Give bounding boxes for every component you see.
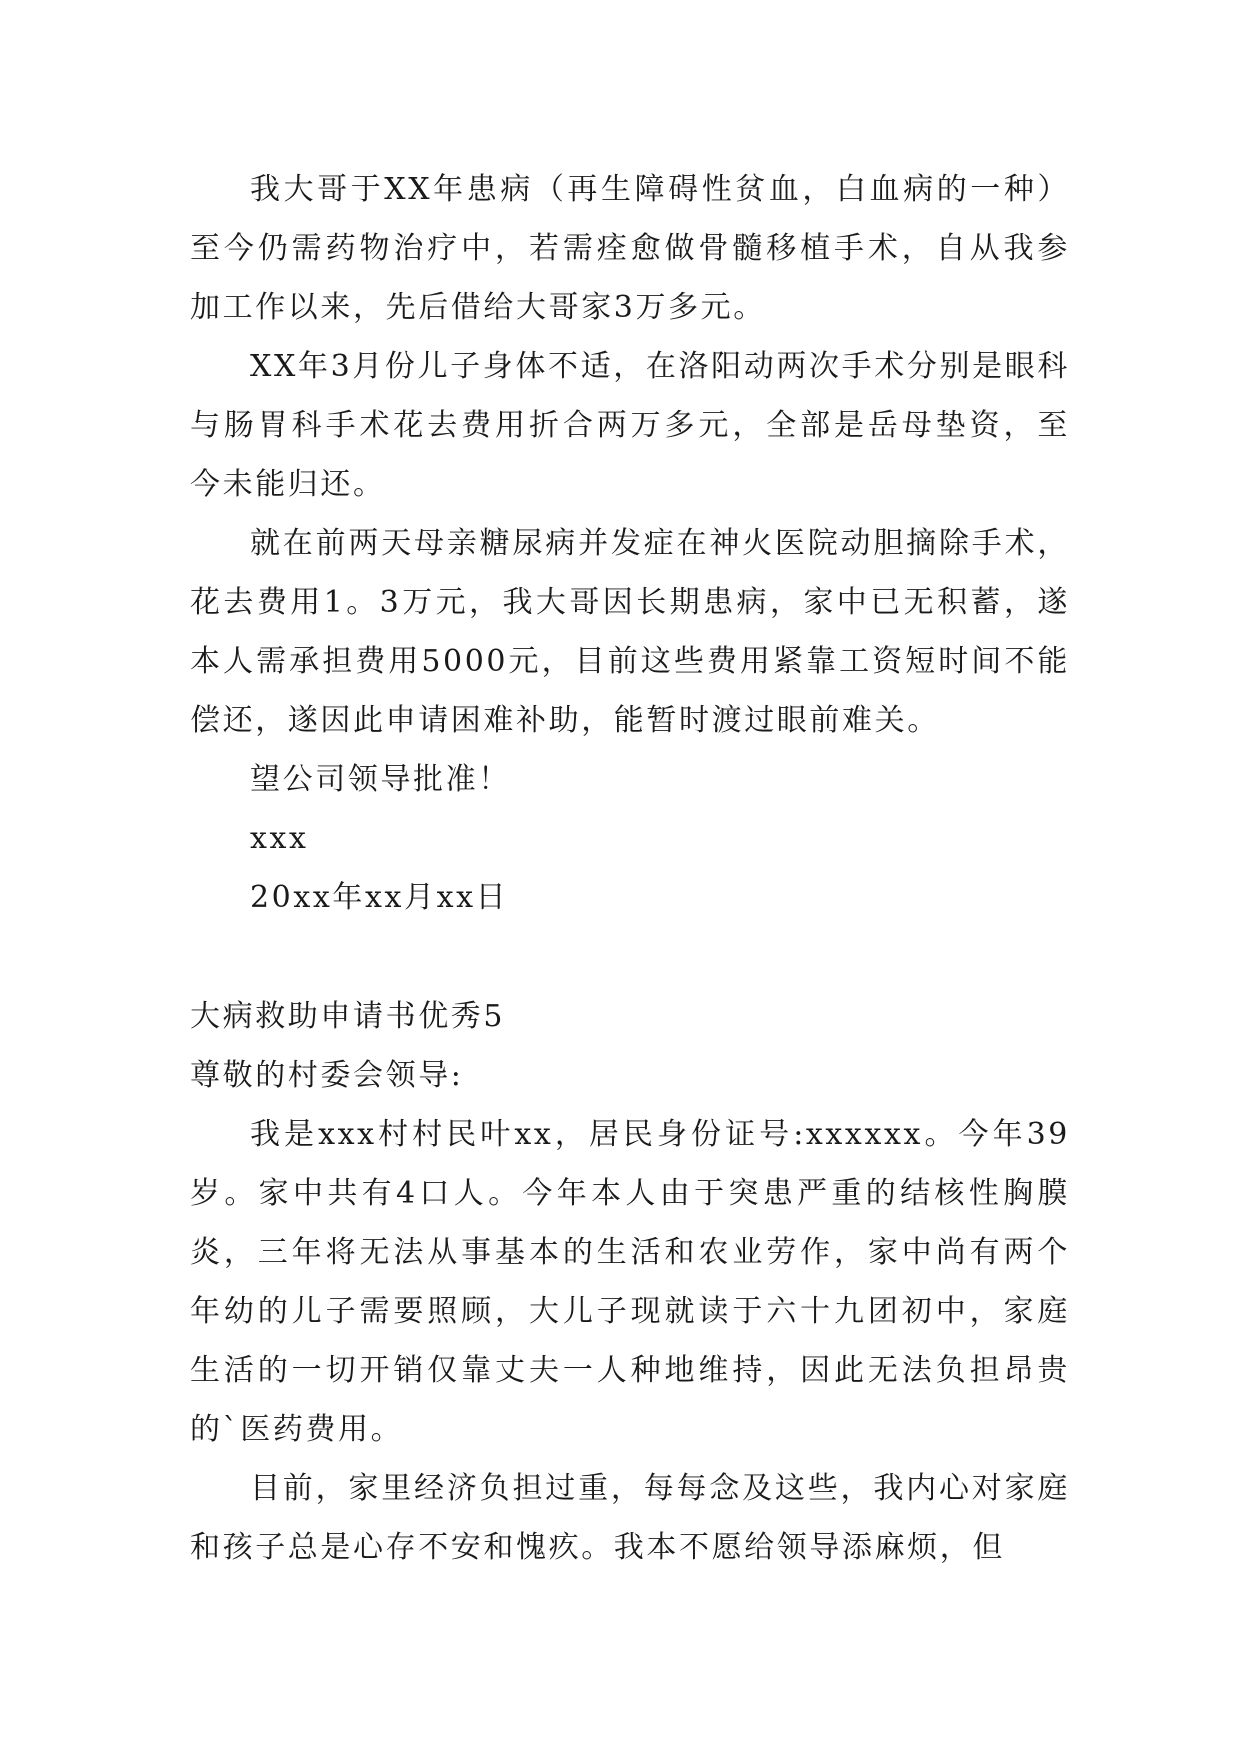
paragraph-applicant-info: 我是xxx村村民叶xx，居民身份证号:xxxxxx。今年39岁。家中共有4口人。今年本人由于突患严重的结核性胸膜炎，三年将无法从事基本的生活和农业劳作，家中尚有两个年幼的儿子需要照顾，大儿子现就读于六十九团初中，家庭生活的一切开销仅靠丈夫一人种地维持，因此无法负担昂贵的`医药费用。 <box>190 1117 1070 1447</box>
paragraph-son-surgery: XX年3月份儿子身体不适，在洛阳动两次手术分别是眼科与肠胃科手术花去费用折合两万多元，全部是岳母垫资，至今未能归还。 <box>190 349 1070 502</box>
paragraph-request-approval: 望公司领导批准！ <box>250 762 511 797</box>
paragraph-brother-illness: 我大哥于XX年患病（再生障碍性贫血，白血病的一种）至今仍需药物治疗中，若需痊愈做骨髓移植手术，自从我参加工作以来，先后借给大哥家3万多元。 <box>190 172 1070 325</box>
date: 20xx年xx月xx日 <box>250 880 509 915</box>
signature: xxx <box>250 821 309 856</box>
salutation: 尊敬的村委会领导: <box>190 1058 464 1093</box>
document-body <box>190 160 1070 1577</box>
paragraph-family-burden: 目前，家里经济负担过重，每每念及这些，我内心对家庭和孩子总是心存不安和愧疚。我本不愿给领导添麻烦，但 <box>190 1471 1070 1565</box>
section-gap <box>190 927 1070 987</box>
section-title: 大病救助申请书优秀5 <box>190 999 506 1034</box>
paragraph-mother-surgery: 就在前两天母亲糖尿病并发症在神火医院动胆摘除手术，花去费用1。3万元，我大哥因长期患病，家中已无积蓄，遂本人需承担费用5000元，目前这些费用紧靠工资短时间不能偿还，遂因此申请困难补助，能暂时渡过眼前难关。 <box>190 526 1070 738</box>
